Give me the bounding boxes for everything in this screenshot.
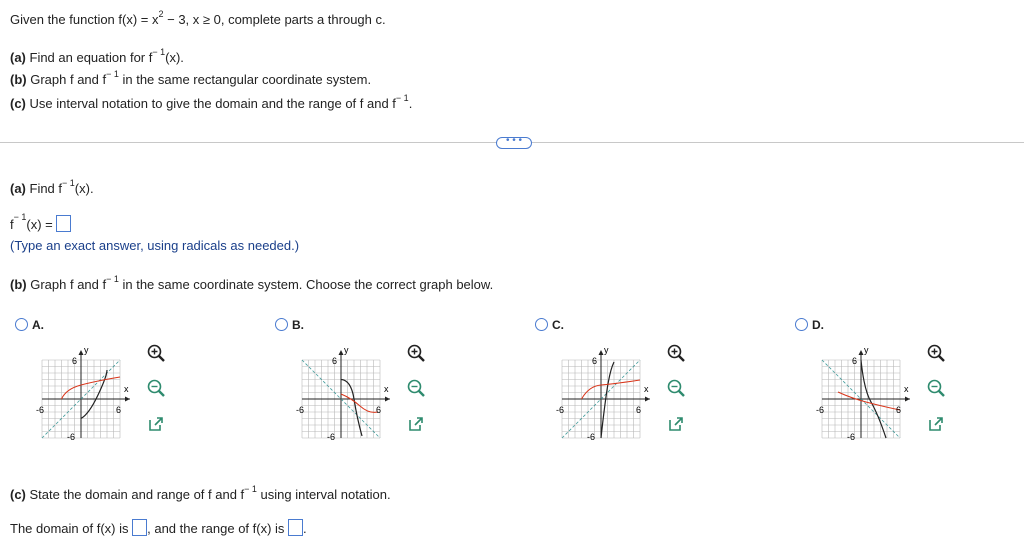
tick-bottom: -6	[587, 432, 596, 442]
tick-top: 6	[852, 356, 858, 366]
graph-option-a	[36, 340, 136, 444]
x-axis-arrow	[905, 397, 910, 402]
option-d-radio[interactable]	[795, 318, 808, 331]
tick-right: 6	[636, 405, 642, 415]
problem-part-c: (c) Use interval notation to give the domain and the range of f and $f^{- 1}$.	[10, 93, 413, 111]
zoom-in-icon[interactable]	[406, 343, 426, 363]
answer-hint: (Type an exact answer, using radicals as needed.)	[10, 238, 300, 253]
graph-option-b	[296, 340, 396, 444]
curve-f-inverse	[341, 394, 378, 412]
tick-right: 6	[116, 405, 122, 415]
zoom-in-icon[interactable]	[926, 343, 946, 363]
tick-left: -6	[296, 405, 305, 415]
tick-bottom: -6	[847, 432, 856, 442]
inverse-equation: $f^{- 1}(x)$ =	[10, 215, 71, 232]
problem-intro: Given the function $f(x) = x^2 - 3$, x ≥ 0, complete parts a through c.	[10, 9, 386, 27]
tick-bottom: -6	[67, 432, 76, 442]
problem-part-b: (b) Graph f and $f^{- 1}$ in the same rectangular coordinate system.	[10, 69, 372, 87]
zoom-in-icon[interactable]	[666, 343, 686, 363]
range-answer-input[interactable]	[288, 519, 303, 536]
curve-f	[341, 380, 362, 437]
zoom-out-icon[interactable]	[926, 378, 946, 398]
x-axis-arrow	[125, 397, 130, 402]
tick-right: 6	[896, 405, 902, 415]
open-in-new-icon[interactable]	[406, 414, 426, 434]
x-axis-arrow	[645, 397, 650, 402]
expand-more-button[interactable]: • • •	[496, 137, 532, 149]
axis-y-label: y	[864, 345, 869, 355]
axis-y-label: y	[344, 345, 349, 355]
zoom-out-icon[interactable]	[146, 378, 166, 398]
curve-f-inverse	[62, 377, 121, 399]
tick-left: -6	[36, 405, 45, 415]
tick-top: 6	[332, 356, 338, 366]
tick-top: 6	[72, 356, 78, 366]
open-in-new-icon[interactable]	[666, 414, 686, 434]
tick-bottom: -6	[327, 432, 336, 442]
option-c-label[interactable]: C.	[552, 318, 564, 332]
axis-x-label: x	[384, 384, 389, 394]
part-c-heading: (c) State the domain and range of f and $f^{- 1}$ using interval notation.	[10, 484, 391, 502]
option-a-radio[interactable]	[15, 318, 28, 331]
open-in-new-icon[interactable]	[926, 414, 946, 434]
zoom-out-icon[interactable]	[666, 378, 686, 398]
problem-part-a: (a) Find an equation for $f^{- 1}(x)$.	[10, 47, 184, 65]
domain-answer-input[interactable]	[132, 519, 147, 536]
curve-f-inverse	[582, 380, 641, 399]
option-a-label[interactable]: A.	[32, 318, 44, 332]
tick-left: -6	[556, 405, 565, 415]
option-d-label[interactable]: D.	[812, 318, 824, 332]
open-in-new-icon[interactable]	[146, 414, 166, 434]
option-b-radio[interactable]	[275, 318, 288, 331]
x-axis-arrow	[385, 397, 390, 402]
part-b-heading: (b) Graph f and $f^{- 1}$ in the same coordinate system. Choose the correct graph below.	[10, 274, 494, 292]
axis-y-label: y	[84, 345, 89, 355]
domain-range-sentence: The domain of f(x) is , and the range of f(x) is .	[10, 521, 307, 536]
zoom-out-icon[interactable]	[406, 378, 426, 398]
option-c-radio[interactable]	[535, 318, 548, 331]
tick-left: -6	[816, 405, 825, 415]
y-axis-arrow	[79, 350, 84, 355]
graph-option-d	[816, 340, 916, 444]
part-a-heading: (a) Find $f^{- 1}(x)$.	[10, 178, 94, 196]
y-axis-arrow	[599, 350, 604, 355]
graph-option-c	[556, 340, 656, 444]
axis-x-label: x	[124, 384, 129, 394]
axis-x-label: x	[904, 384, 909, 394]
y-axis-arrow	[859, 350, 864, 355]
axis-y-label: y	[604, 345, 609, 355]
y-axis-arrow	[339, 350, 344, 355]
tick-right: 6	[376, 405, 382, 415]
option-b-label[interactable]: B.	[292, 318, 304, 332]
tick-top: 6	[592, 356, 598, 366]
inverse-answer-input[interactable]	[56, 215, 71, 232]
axis-x-label: x	[644, 384, 649, 394]
zoom-in-icon[interactable]	[146, 343, 166, 363]
